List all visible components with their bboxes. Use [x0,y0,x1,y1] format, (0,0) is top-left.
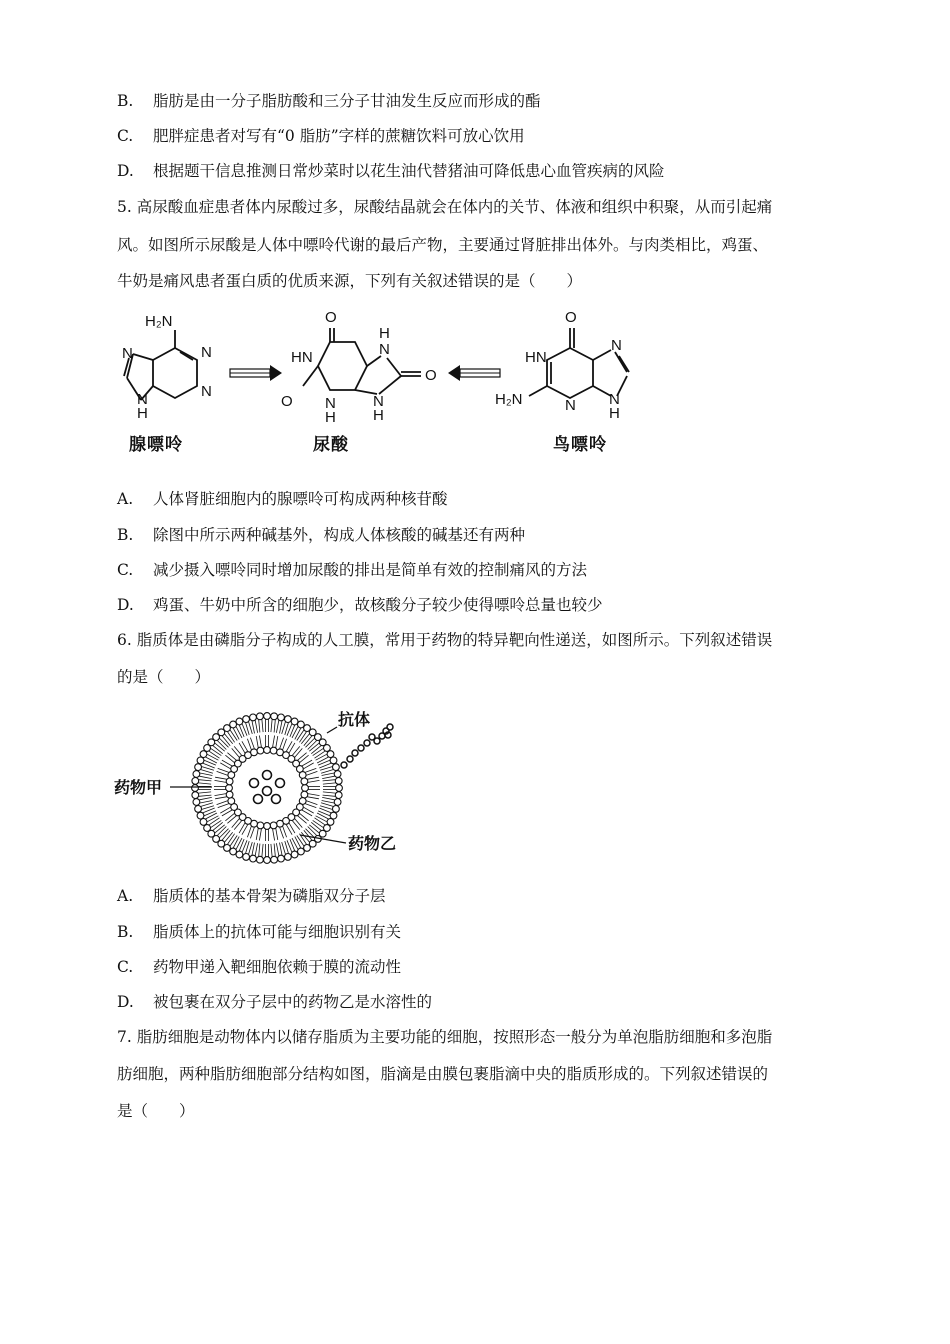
phospholipid-tail [211,820,221,827]
phospholipid-tail [199,792,212,793]
phospholipid-tail [297,730,304,740]
phospholipid-tail [206,757,217,763]
phospholipid-tail [317,757,328,763]
phospholipid-tail [218,804,229,808]
liposome-diagram [112,703,412,868]
phospholipid-tail [292,821,299,830]
phospholipid-head [192,792,199,799]
q5-option-c: C. 减少摄入嘌呤同时增加尿酸的排出是简单有效的控制痛风的方法 [117,561,588,579]
phospholipid-tail [230,836,237,846]
q7-stem-line-2: 肪细胞，两种脂肪细胞部分结构如图，脂滴是由膜包裹脂滴中央的脂质形成的。下列叙述错误的 [117,1065,769,1083]
adenine-n9: N [137,391,148,408]
phospholipid-head [334,799,341,806]
phospholipid-tail [309,825,319,833]
uric-acid-label: 尿酸 [313,435,349,455]
phospholipid-tail [228,834,235,844]
phospholipid-tail [201,770,213,774]
arrow-left-icon [448,365,500,381]
phospholipid-tail [259,844,260,857]
phospholipid-head [195,806,202,813]
q5-stem-line-2: 风。如图所示尿酸是人体中嘌呤代谢的最后产物，主要通过肾脏排出体外。与肉类相比，鸡蛋、 [117,236,769,254]
uric-acid-n9: N [373,393,384,410]
phospholipid-head [335,778,342,785]
phospholipid-head [264,823,271,830]
phospholipid-tail [305,804,316,808]
phospholipid-tail [292,746,299,755]
phospholipid-head [277,820,284,827]
phospholipid-tail [250,828,254,839]
phospholipid-tail [259,736,261,748]
phospholipid-head [243,854,250,861]
phospholipid-tail [252,843,255,855]
phospholipid-tail [282,842,286,854]
q4-option-b: B. 脂肪是由一分子脂肪酸和三分子甘油发生反应而形成的酯 [117,92,541,110]
uric-acid-h7: H [379,325,390,342]
phospholipid-tail [199,776,211,778]
phospholipid-tail [215,777,226,779]
phospholipid-tail [274,720,275,733]
phospholipid-tail [233,837,239,848]
phospholipid-head [271,856,278,863]
arrow-right-icon [230,365,282,381]
q6-option-d: D. 被包裹在双分子层中的药物乙是水溶性的 [117,993,433,1011]
phospholipid-head [270,822,277,829]
phospholipid-head [336,785,343,792]
antibody-label: 抗体 [338,710,371,729]
phospholipid-tail [227,816,236,824]
phospholipid-tail [308,794,320,796]
phospholipid-tail [321,770,333,774]
phospholipid-tail [220,738,229,747]
drug-b-label: 药物乙 [348,834,397,853]
phospholipid-tail [295,748,303,757]
phospholipid-head [192,785,199,792]
phospholipid-tail [316,754,327,760]
antibody-chain [341,724,393,768]
phospholipid-tail [255,843,257,855]
phospholipid-tail [215,825,225,833]
phospholipid-tail [295,728,301,739]
guanine-n9: N [609,391,620,408]
phospholipid-head [333,806,340,813]
phospholipid-tail [200,801,212,804]
adenine-n7: N [122,345,133,362]
phospholipid-tail [252,721,255,733]
phospholipid-tail [213,822,223,830]
uric-acid-n7: N [379,341,390,358]
phospholipid-tail [306,738,315,747]
phospholipid-tail [301,832,309,842]
q5-option-b: B. 除图中所示两种碱基外，构成人体核酸的碱基还有两种 [117,526,526,544]
phospholipid-tail [322,801,334,804]
phospholipid-tail [298,753,307,761]
phospholipid-tail [207,754,218,760]
phospholipid-tail [234,746,241,755]
phospholipid-tail [220,829,229,838]
phospholipid-tail [322,773,334,776]
phospholipid-tail [322,776,334,778]
phospholipid-tail [207,816,218,822]
guanine-hn1: HN [525,349,547,366]
phospholipid-head [195,764,202,771]
phospholipid-tail [276,829,278,840]
phospholipid-tail [307,771,318,775]
phospholipid-tail [311,822,321,830]
phospholipid-tail [247,739,251,750]
phospholipid-tail [280,738,284,749]
phospholipid-tail [323,792,336,793]
phospholipid-tail [301,734,309,744]
phospholipid-head [257,822,264,829]
q5-option-a: A. 人体肾脏细胞内的腺嘌呤可构成两种核苷酸 [117,490,448,508]
guanine-label: 鸟嘌呤 [553,435,607,455]
phospholipid-head [243,716,250,723]
phospholipid-head [226,785,233,792]
uric-acid-n3: N [325,395,336,412]
phospholipid-tail [225,755,234,762]
phospholipid-head [298,848,305,855]
q6-option-b: B. 脂质体上的抗体可能与细胞识别有关 [117,923,402,941]
phospholipid-head [228,798,235,805]
phospholipid-tail [230,730,237,740]
phospholipid-tail [217,801,228,805]
phospholipid-tail [292,727,298,738]
phospholipid-head [301,791,308,798]
drug-a-label: 药物甲 [114,778,163,797]
q7-stem-line-1: 7. 脂肪细胞是动物体内以储存脂质为主要功能的细胞，按照形态一般分为单泡脂肪细胞和多泡脂 [117,1028,773,1046]
phospholipid-tail [283,826,287,837]
phospholipid-head [236,718,243,725]
phospholipid-tail [315,751,325,758]
phospholipid-head [236,851,243,858]
phospholipid-head [257,856,264,863]
phospholipid-tail [308,827,317,836]
phospholipid-tail [297,836,304,846]
phospholipid-tail [250,738,254,749]
phospholipid-tail [215,794,227,796]
phospholipid-tail [276,736,278,747]
phospholipid-tail [228,732,235,742]
q6-option-c: C. 药物甲递入靶细胞依赖于膜的流动性 [117,958,402,976]
phospholipid-tail [262,844,263,857]
phospholipid-head [257,747,264,754]
phospholipid-head [299,772,306,779]
phospholipid-head [197,812,204,819]
phospholipid-tail [304,830,312,840]
q6-stem-line-1: 6. 脂质体是由磷脂分子构成的人工膜，常用于药物的特异靶向性递送，如图所示。下列叙述错误 [117,631,773,649]
uric-acid-o6: O [325,309,337,326]
phospholipid-tail [236,838,242,849]
phospholipid-tail [276,843,278,855]
uric-acid-hn1: HN [291,349,313,366]
phospholipid-tail [262,720,263,733]
phospholipid-tail [300,813,309,820]
q5-stem-line-1: 5. 高尿酸血症患者体内尿酸过多，尿酸结晶就会在体内的关节、体液和组织中积聚，从而引起痛 [117,198,773,216]
phospholipid-tail [206,813,217,819]
phospholipid-head [193,799,200,806]
phospholipid-head [333,764,340,771]
phospholipid-head [193,771,200,778]
phospholipid-head [330,812,337,819]
phospholipid-tail [309,743,319,751]
phospholipid-tail [232,748,240,757]
phospholipid-tail [199,795,212,796]
phospholipid-head [271,713,278,720]
phospholipid-head [270,747,277,754]
uric-acid-o8: O [425,367,437,384]
guanine-h9: H [609,405,620,422]
phospholipid-tail [308,797,319,799]
phospholipid-tail [304,736,312,746]
phospholipid-tail [201,803,213,807]
phospholipid-tail [222,830,230,840]
phospholipid-head [264,713,271,720]
phospholipid-head [192,778,199,785]
phospholipid-tail [217,771,228,775]
phospholipid-head [197,757,204,764]
phospholipid-tail [247,826,251,837]
phospholipid-head [330,757,337,764]
phospholipid-tail [308,777,319,779]
phospholipid-tail [273,829,275,841]
phospholipid-tail [234,821,241,830]
phospholipid-head [285,854,292,861]
phospholipid-tail [199,783,212,784]
phospholipid-tail [316,816,327,822]
phospholipid-tail [273,736,275,748]
phospholipid-head [257,713,264,720]
phospholipid-tail [280,721,283,733]
q7-stem-line-3: 是（ ） [117,1102,195,1120]
phospholipid-tail [280,828,284,839]
guanine-h2n: H₂N [495,391,523,408]
q4-option-c: C. 肥胖症患者对写有“0 脂肪”字样的蔗糖饮料可放心饮用 [117,127,525,145]
guanine-o6: O [565,309,577,326]
adenine-n1: N [201,344,212,361]
phospholipid-tail [274,844,275,857]
q5-stem-line-3: 牛奶是痛风患者蛋白质的优质来源，下列有关叙述错误的是（ ） [117,272,583,290]
phospholipid-tail [249,722,253,734]
phospholipid-tail [292,838,298,849]
q6-stem-line-2: 的是（ ） [117,668,211,686]
q5-option-d: D. 鸡蛋、牛奶中所含的细胞少，故核酸分子较少使得嘌呤总量也较少 [117,596,603,614]
phospholipid-tail [259,829,261,841]
phospholipid-tail [211,749,221,756]
uric-acid-h3: H [325,409,336,426]
phospholipid-tail [255,720,257,732]
phospholipid-head [301,778,308,785]
phospholipid-tail [295,837,301,848]
phospholipid-tail [298,816,307,824]
phospholipid-tail [233,728,239,739]
phospholipid-tail [218,768,229,772]
phospholipid-tail [308,780,320,782]
phospholipid-head [291,851,298,858]
phospholipid-tail [283,739,287,750]
phospholipid-tail [322,797,334,799]
phospholipid-tail [213,746,223,754]
phospholipid-tail [295,819,303,828]
phospholipid-head [264,857,271,864]
purine-figure [115,300,645,460]
phospholipid-tail [256,829,258,840]
guanine-n7: N [611,337,622,354]
phospholipid-head [226,791,233,798]
adenine-n3: N [201,383,212,400]
antibody-pointer [327,727,337,733]
phospholipid-tail [259,720,260,733]
phospholipid-tail [300,755,309,762]
phospholipid-tail [217,741,226,750]
uric-acid-o2: O [281,393,293,410]
uric-acid-structure [303,328,421,394]
phospholipid-tail [313,749,323,756]
phospholipid-head [302,785,309,792]
phospholipid-head [278,855,285,862]
phospholipid-tail [256,736,258,747]
phospholipid-tail [321,803,333,807]
phospholipid-head [250,714,257,721]
guanine-n3: N [565,397,576,414]
phospholipid-tail [323,783,336,784]
phospholipid-tail [323,795,336,796]
phospholipid-tail [215,797,226,799]
phospholipid-tail [225,734,233,744]
uric-acid-h9: H [373,407,384,424]
phospholipid-tail [217,827,226,836]
phospholipid-tail [209,818,219,825]
phospholipid-head [334,771,341,778]
phospholipid-tail [222,736,230,746]
phospholipid-head [200,819,207,826]
phospholipid-head [226,778,233,785]
phospholipid-tail [271,720,272,733]
phospholipid-head [230,721,237,728]
phospholipid-tail [199,797,211,799]
adenine-label: 腺嘌呤 [129,435,183,455]
phospholipid-tail [215,743,225,751]
phospholipid-tail [317,813,328,819]
phospholipid-head [251,749,258,756]
phospholipid-head [250,855,257,862]
phospholipid-head [264,747,271,754]
phospholipid-tail [313,820,323,827]
adenine-h9: H [137,405,148,422]
phospholipid-tail [225,813,234,820]
adenine-nh2: H₂N [145,313,173,330]
q6-option-a: A. 脂质体的基本骨架为磷脂双分子层 [117,887,386,905]
phospholipid-tail [227,753,236,761]
drug-a-particles [250,771,285,804]
phospholipid-tail [271,844,272,857]
phospholipid-tail [249,842,253,854]
phospholipid-tail [308,741,317,750]
phospholipid-tail [215,780,227,782]
liposome-figure [112,703,412,868]
phospholipid-head [285,716,292,723]
phospholipid-tail [199,780,212,781]
q4-option-d: D. 根据题干信息推测日常炒菜时以花生油代替猪油可降低患心血管疾病的风险 [117,162,665,180]
phospholipid-tail [323,780,336,781]
phospholipid-tail [236,727,242,738]
phospholipid-tail [209,751,219,758]
phospholipid-tail [305,768,316,772]
phospholipid-tail [311,746,321,754]
phospholipid-tail [225,832,233,842]
phospholipid-tail [299,732,306,742]
phospholipid-tail [280,843,283,855]
phospholipid-head [327,751,334,758]
purine-structures [115,300,645,430]
phospholipid-tail [307,801,318,805]
adenine-structure [124,330,197,400]
phospholipid-head [278,714,285,721]
phospholipid-tail [232,819,240,828]
phospholipid-tail [315,818,325,825]
phospholipid-bilayer [192,713,343,864]
phospholipid-tail [276,720,278,732]
phospholipid-head [291,718,298,725]
phospholipid-tail [282,722,286,734]
phospholipid-tail [200,773,212,776]
phospholipid-head [335,792,342,799]
